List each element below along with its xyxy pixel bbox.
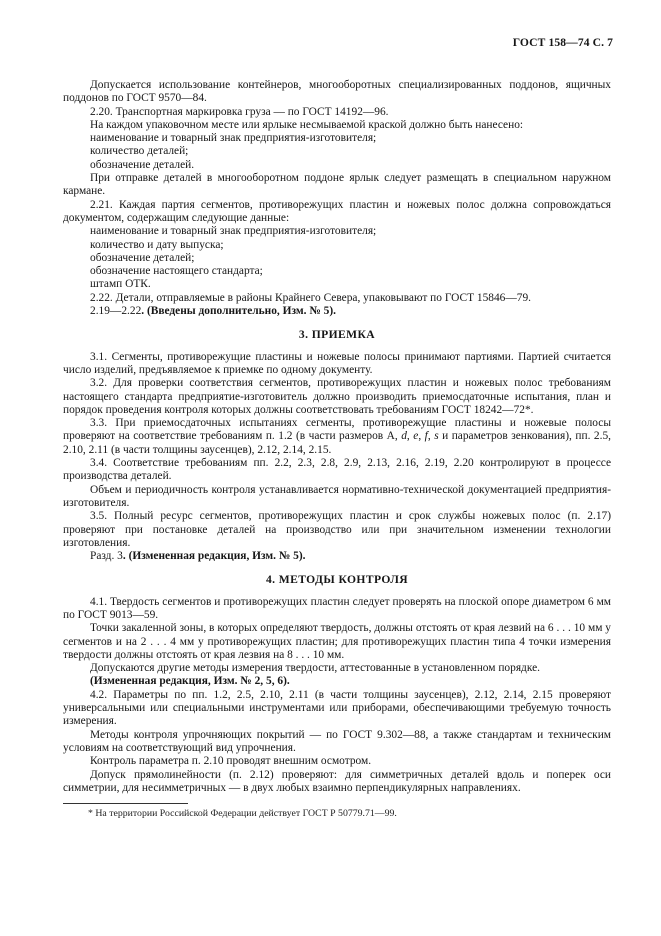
edit-note-bold: . (Введены дополнительно, Изм. № 5). (141, 305, 336, 318)
list-item: наименование и товарный знак предприятия-изготовителя; (90, 225, 377, 238)
running-header: ГОСТ 158—74 С. 7 (512, 36, 613, 49)
section-heading: 4. МЕТОДЫ КОНТРОЛЯ (265, 573, 409, 587)
paragraph: Допускаются другие методы измерения твердости, аттестованные в установленном порядке. (90, 662, 541, 675)
paragraph: 2.21. Каждая партия сегментов, противорежущих пластин и ножевых полос должна сопровождаться документом, содержащим следующие данные: (63, 198, 611, 224)
footnote-rule (63, 803, 188, 804)
list-item: количество деталей; (90, 145, 189, 158)
paragraph: Точки закаленной зоны, в которых определяют твердость, должны отстоять от края лезвий на 6 . . . 10 мм у сегментов и на 2 . . . 4 мм у противорежущих пластин; для противорежущих пластин типа 4 точки измерения твердости должны отстоять от края лезвия на 8 . . . 10 мм. (63, 622, 611, 661)
paragraph: 3.5. Полный ресурс сегментов, противорежущих пластин и срок службы ножевых полос (п. 2.17) проверяют при постановке деталей на производство или при значительном изменении технологии изготовления. (63, 510, 611, 549)
paragraph: Допускается использование контейнеров, многооборотных специализированных поддонов, ящичных поддонов по ГОСТ 9570—84. (63, 79, 611, 105)
paragraph: 3.4. Соответствие требованиям пп. 2.2, 2.3, 2.8, 2.9, 2.13, 2.16, 2.19, 2.20 контролируют в процессе производства деталей. (63, 457, 611, 483)
paragraph: 3.2. Для проверки соответствия сегментов, противорежущих пластин и ножевых полос требованиям настоящего стандарта предприятие-изготовитель должно производить приемосдаточные испытания, план и порядок проведения контроля которых должны соответствовать требованиям ГОСТ 18242—72*. (63, 377, 611, 416)
list-item: обозначение деталей. (90, 158, 195, 171)
paragraph: 2.22. Детали, отправляемые в районы Крайнего Севера, упаковывают по ГОСТ 15846—79. (90, 291, 531, 304)
paragraph: Допуск прямолинейности (п. 2.12) проверяют: для симметричных деталей вдоль и поперек оси симметрии, для несимметричных — в двух любых взаимно перпендикулярных направлениях. (63, 768, 611, 794)
param-var: s (434, 430, 439, 443)
paragraph: 3.1. Сегменты, противорежущие пластины и ножевые полосы принимают партиями. Партией считается число изделий, предъявляемое к приемке по одному документу. (63, 350, 611, 376)
paragraph: Контроль параметра п. 2.10 проводят внешним осмотром. (90, 755, 372, 768)
paragraph: Методы контроля упрочняющих покрытий — по ГОСТ 9.302—88, а также стандартам и техническим условиям на соответствующий вид упрочнения. (63, 728, 611, 754)
edit-note: (Измененная редакция, Изм. № 2, 5, 6). (90, 675, 290, 688)
paragraph-text: 3.3. При приемосдаточных испытаниях сегменты, противорежущие пластины и ножевые полосы проверяют на соответствие требованиям п. 1.2 (в части размеров А, (63, 417, 611, 443)
edit-note-prefix: Разд. 3 (90, 550, 123, 563)
footnote: * На территории Российской Федерации действует ГОСТ Р 50779.71—99. (88, 808, 397, 819)
param-var: e (413, 430, 419, 443)
param-var: f (424, 430, 428, 443)
list-item: наименование и товарный знак предприятия-изготовителя; (90, 132, 377, 145)
paragraph: 2.20. Транспортная маркировка груза — по ГОСТ 14192—96. (90, 105, 389, 118)
param-var: d (401, 430, 407, 443)
list-item: обозначение деталей; (90, 251, 195, 264)
list-item: обозначение настоящего стандарта; (90, 265, 263, 278)
paragraph: 3.3. При приемосдаточных испытаниях сегменты, противорежущие пластины и ножевые полосы проверяют на соответствие требованиям п. 1.2 (в части размеров А, d, e, f, s и параметров зенкования), пп. 2.5, 2.10, 2.11 (в части толщины заусенцев), 2.12, 2.14, 2.15. (63, 417, 611, 456)
paragraph: На каждом упаковочном месте или ярлыке несмываемой краской должно быть нанесено: (90, 118, 524, 131)
list-item: штамп ОТК. (90, 278, 151, 291)
section-heading: 3. ПРИЕМКА (298, 328, 376, 342)
list-item: количество и дату выпуска; (90, 238, 224, 251)
edit-note (63, 550, 611, 563)
edit-note-prefix: 2.19—2.22 (90, 305, 142, 318)
edit-note-bold: . (Измененная редакция, Изм. № 5). (122, 550, 306, 563)
paragraph: При отправке деталей в многооборотном поддоне ярлык следует размещать в специальном наружном кармане. (63, 172, 611, 198)
paragraph: 4.2. Параметры по пп. 1.2, 2.5, 2.10, 2.11 (в части толщины заусенцев), 2.12, 2.14, 2.15 проверяют универсальными или специальными инструментами или приборами, обеспечивающими требуемую точность измерения. (63, 688, 611, 728)
paragraph-text: и параметров зенкования), пп. 2.5, 2.10, 2.11 (в части толщины заусенцев), 2.12, 2.14, 2.15. (63, 430, 611, 456)
page-content (63, 79, 611, 795)
paragraph: Объем и периодичность контроля устанавливается нормативно-технической документацией предприятия-изготовителя. (63, 483, 611, 509)
paragraph: 4.1. Твердость сегментов и противорежущих пластин следует проверять на плоской опоре диаметром 6 мм по ГОСТ 9013—59. (63, 595, 611, 621)
edit-note (63, 305, 611, 318)
